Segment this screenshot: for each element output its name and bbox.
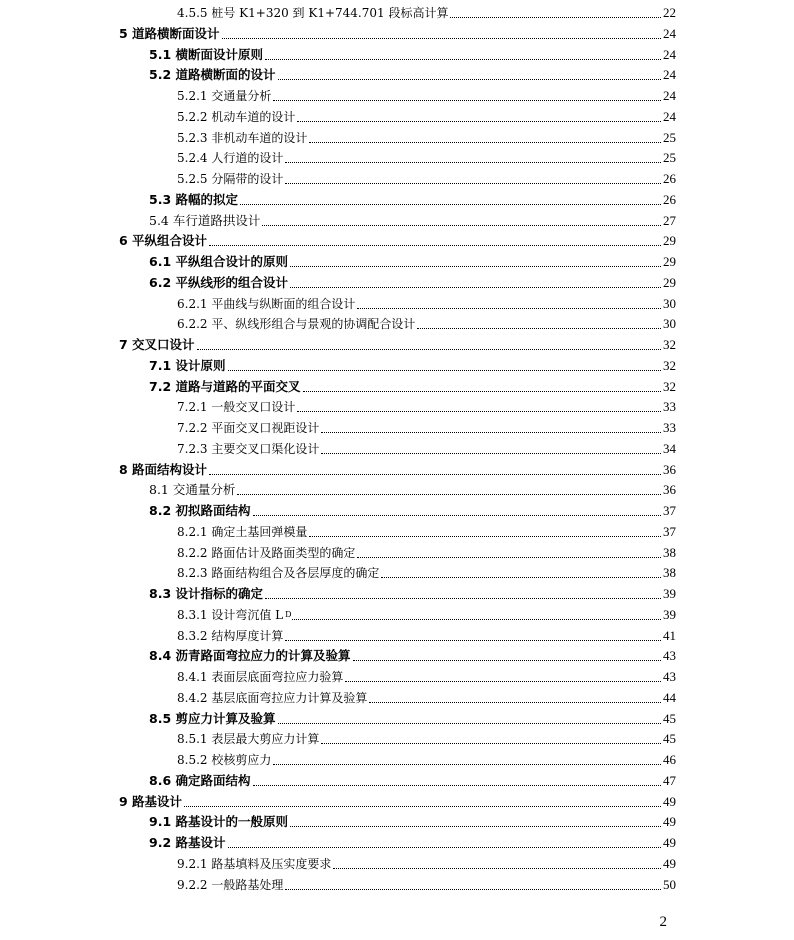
toc-entry-title: 4.5.5 桩号 K1+320 到 K1+744.701 段标高计算 — [177, 6, 449, 20]
toc-entry-title: 7.2.2 平面交叉口视距设计 — [177, 421, 320, 435]
toc-entry[interactable] — [149, 271, 676, 291]
toc-entry-title: 8 路面结构设计 — [119, 461, 208, 477]
toc-entry-title: 7.2.1 一般交叉口设计 — [177, 400, 296, 415]
dot-leader — [333, 868, 661, 869]
dot-leader — [285, 889, 661, 890]
toc-entry[interactable] — [177, 167, 676, 187]
toc-entry-page-number: 22 — [663, 5, 676, 20]
toc-entry[interactable] — [177, 126, 676, 146]
toc-entry-title: 8.3.1 设计弯沉值 L — [177, 607, 284, 622]
dot-leader — [297, 121, 661, 122]
toc-entry-title: 7.2 道路与道路的平面交叉 — [149, 378, 301, 394]
toc-entry-page-number: 46 — [663, 752, 676, 767]
toc-entry-page-number: 26 — [663, 171, 676, 186]
toc-entry-page-number: 34 — [663, 440, 676, 456]
toc-entry[interactable] — [149, 769, 676, 789]
toc-entry[interactable] — [177, 437, 676, 457]
toc-entry[interactable] — [149, 354, 676, 374]
toc-entry-subscript: D — [285, 609, 292, 619]
toc-entry-title: 8.4 沥青路面弯拉应力的计算及验算 — [149, 648, 351, 664]
toc-entry-title: 9.2.2 一般路基处理 — [177, 877, 284, 892]
toc-entry-page-number: 29 — [663, 274, 676, 290]
toc-entry[interactable] — [119, 790, 676, 810]
toc-entry-title: 9.2.1 路基填料及压实度要求 — [177, 856, 332, 871]
toc-entry[interactable] — [177, 105, 676, 125]
toc-entry-page-number: 24 — [663, 46, 676, 62]
dot-leader — [309, 142, 661, 143]
toc-entry-page-number: 37 — [663, 523, 676, 539]
toc-entry-page-number: 24 — [663, 25, 676, 41]
dot-leader — [273, 100, 661, 101]
dot-leader — [345, 681, 661, 682]
toc-entry-title: 8.2.1 确定土基回弹模量 — [177, 524, 308, 539]
toc-entry-title: 8.2.2 路面估计及路面类型的确定 — [177, 545, 356, 560]
toc-entry[interactable] — [177, 873, 676, 893]
toc-entry-title: 9.1 路基设计的一般原则 — [149, 814, 288, 830]
toc-entry-title: 6.2 平纵线形的组合设计 — [149, 274, 288, 290]
toc-entry[interactable] — [149, 707, 676, 727]
toc-entry-page-number: 25 — [663, 129, 676, 145]
toc-entry[interactable] — [149, 188, 676, 208]
toc-entry[interactable] — [177, 1, 676, 21]
toc-entry[interactable] — [177, 395, 676, 415]
dot-leader — [265, 598, 661, 599]
toc-entry-page-number: 36 — [663, 482, 676, 498]
toc-entry-title: 5.2.1 交通量分析 — [177, 89, 272, 103]
toc-entry[interactable] — [149, 375, 676, 395]
dot-leader — [417, 328, 661, 329]
toc-entry-title: 9 路基设计 — [119, 793, 183, 809]
toc-entry-page-number: 50 — [663, 876, 676, 892]
toc-entry[interactable] — [119, 22, 676, 42]
dot-leader — [262, 225, 661, 226]
dot-leader — [278, 79, 662, 80]
toc-entry[interactable] — [177, 686, 676, 706]
dot-leader — [222, 38, 661, 39]
toc-entry[interactable] — [177, 416, 676, 436]
dot-leader — [273, 764, 661, 765]
toc-entry-title: 8.6 确定路面结构 — [149, 772, 251, 788]
toc-entry-page-number: 32 — [663, 378, 676, 394]
toc-entry-title: 5.4 车行道路拱设计 — [149, 212, 261, 228]
toc-entry-page-number: 38 — [663, 544, 676, 560]
toc-entry[interactable] — [149, 250, 676, 270]
toc-entry-title: 8.5.2 校核剪应力 — [177, 753, 272, 767]
toc-entry[interactable] — [177, 541, 676, 561]
toc-entry-title: 5.2.5 分隔带的设计 — [177, 172, 284, 186]
toc-entry-page-number: 29 — [663, 233, 676, 249]
dot-leader — [369, 702, 661, 703]
dot-leader — [278, 723, 662, 724]
toc-entry-page-number: 30 — [663, 295, 676, 311]
dot-leader — [209, 474, 661, 475]
toc-entry[interactable] — [177, 603, 676, 623]
toc-entry[interactable] — [177, 312, 676, 332]
toc-entry[interactable] — [177, 665, 676, 685]
dot-leader — [309, 536, 661, 537]
dot-leader — [253, 785, 662, 786]
toc-entry[interactable] — [149, 478, 676, 498]
dot-leader — [184, 806, 661, 807]
dot-leader — [357, 557, 661, 558]
toc-entry-title: 8.5.1 表层最大剪应力计算 — [177, 732, 320, 747]
dot-leader — [228, 847, 662, 848]
toc-entry-page-number: 25 — [663, 150, 676, 166]
toc-entry-page-number: 38 — [663, 565, 676, 581]
toc-entry-title: 6.2.1 平曲线与纵断面的组合设计 — [177, 296, 356, 311]
dot-leader — [321, 743, 661, 744]
toc-entry[interactable] — [177, 292, 676, 312]
toc-entry-page-number: 32 — [663, 337, 676, 352]
toc-entry-page-number: 41 — [663, 627, 676, 643]
toc-entry-page-number: 32 — [663, 357, 676, 373]
dot-leader — [303, 391, 662, 392]
toc-entry-page-number: 45 — [663, 710, 676, 726]
toc-entry[interactable] — [177, 852, 676, 872]
dot-leader — [240, 204, 661, 205]
toc-entry-page-number: 37 — [663, 503, 676, 518]
toc-entry-title: 8.4.1 表面层底面弯拉应力验算 — [177, 670, 344, 684]
dot-leader — [290, 266, 661, 267]
dot-leader — [237, 494, 661, 495]
toc-entry[interactable] — [177, 624, 676, 644]
page-number: 2 — [659, 914, 667, 930]
toc-entry[interactable] — [149, 63, 676, 83]
toc-entry-title: 6 平纵组合设计 — [119, 233, 208, 249]
toc-entry-title: 8.3 设计指标的确定 — [149, 586, 263, 601]
toc-entry[interactable] — [149, 810, 676, 830]
toc-entry[interactable] — [177, 84, 676, 104]
toc-entry-page-number: 39 — [663, 606, 676, 622]
toc-entry[interactable] — [149, 644, 676, 664]
toc-entry[interactable] — [149, 499, 676, 519]
toc-entry-title: 8.3.2 结构厚度计算 — [177, 628, 284, 643]
dot-leader — [353, 660, 662, 661]
toc-entry-title: 6.1 平纵组合设计的原则 — [149, 254, 288, 269]
toc-entry-title: 6.2.2 平、纵线形组合与景观的协调配合设计 — [177, 317, 416, 332]
dot-leader — [228, 370, 662, 371]
toc-entry[interactable] — [149, 831, 676, 851]
toc-entry-title: 5 道路横断面设计 — [119, 25, 220, 41]
dot-leader — [209, 245, 661, 246]
toc-entry[interactable] — [149, 209, 676, 229]
toc-entry-page-number: 24 — [663, 67, 676, 83]
dot-leader — [285, 183, 661, 184]
toc-entry-page-number: 49 — [663, 855, 676, 871]
toc-entry[interactable] — [177, 748, 676, 768]
toc-entry-title: 7.2.3 主要交叉口渠化设计 — [177, 441, 320, 456]
toc-entry-page-number: 49 — [663, 835, 676, 850]
toc-entry-page-number: 26 — [663, 191, 676, 207]
toc-entry-page-number: 39 — [663, 586, 676, 601]
dot-leader — [321, 432, 661, 433]
toc-entry-page-number: 33 — [663, 420, 676, 435]
toc-entry[interactable] — [119, 333, 676, 353]
toc-entry-title: 9.2 路基设计 — [149, 835, 226, 850]
dot-leader — [321, 453, 661, 454]
dot-leader — [292, 619, 661, 620]
toc-entry-title: 8.2 初拟路面结构 — [149, 503, 251, 518]
toc-entry[interactable] — [119, 458, 676, 478]
toc-entry[interactable] — [177, 727, 676, 747]
toc-entry-page-number: 24 — [663, 88, 676, 103]
toc-entry-title: 8.2.3 路面结构组合及各层厚度的确定 — [177, 566, 380, 581]
toc-entry-title: 8.1 交通量分析 — [149, 482, 236, 498]
dot-leader — [290, 826, 661, 827]
toc-entry[interactable] — [177, 520, 676, 540]
toc-entry-title: 5.2 道路横断面的设计 — [149, 67, 276, 83]
toc-entry-page-number: 36 — [663, 461, 676, 477]
toc-entry-title: 8.5 剪应力计算及验算 — [149, 710, 276, 726]
toc-entry[interactable] — [177, 146, 676, 166]
dot-leader — [285, 162, 661, 163]
dot-leader — [381, 577, 661, 578]
toc-entry-page-number: 43 — [663, 648, 676, 664]
toc-entry-title: 5.1 横断面设计原则 — [149, 46, 263, 62]
toc-entry-page-number: 47 — [663, 772, 676, 788]
toc-entry-page-number: 44 — [663, 689, 676, 705]
toc-entry-title: 5.2.4 人行道的设计 — [177, 151, 284, 166]
toc-entry-page-number: 33 — [663, 399, 676, 415]
toc-entry-page-number: 49 — [663, 793, 676, 809]
dot-leader — [197, 349, 661, 350]
toc-entry-page-number: 24 — [663, 108, 676, 124]
toc-entry[interactable] — [149, 43, 676, 63]
dot-leader — [285, 640, 661, 641]
toc-entry-page-number: 45 — [663, 731, 676, 747]
toc-entry[interactable] — [149, 582, 676, 602]
dot-leader — [290, 287, 661, 288]
toc-entry[interactable] — [177, 561, 676, 581]
dot-leader — [357, 308, 661, 309]
toc-entry-title: 8.4.2 基层底面弯拉应力计算及验算 — [177, 690, 368, 705]
toc-entry-title: 7 交叉口设计 — [119, 337, 195, 352]
toc-entry-page-number: 30 — [663, 316, 676, 332]
toc-entry-title: 5.2.3 非机动车道的设计 — [177, 130, 308, 145]
toc-entry-title: 7.1 设计原则 — [149, 357, 226, 373]
dot-leader — [253, 515, 662, 516]
dot-leader — [450, 17, 661, 18]
toc-entry-page-number: 27 — [663, 212, 676, 228]
dot-leader — [297, 411, 661, 412]
dot-leader — [265, 59, 661, 60]
toc-entry-title: 5.3 路幅的拟定 — [149, 191, 238, 207]
toc-entry-page-number: 49 — [663, 814, 676, 830]
toc-entry-title: 5.2.2 机动车道的设计 — [177, 109, 296, 124]
toc-entry-page-number: 29 — [663, 254, 676, 269]
toc-entry-page-number: 43 — [663, 669, 676, 684]
toc-entry[interactable] — [119, 229, 676, 249]
